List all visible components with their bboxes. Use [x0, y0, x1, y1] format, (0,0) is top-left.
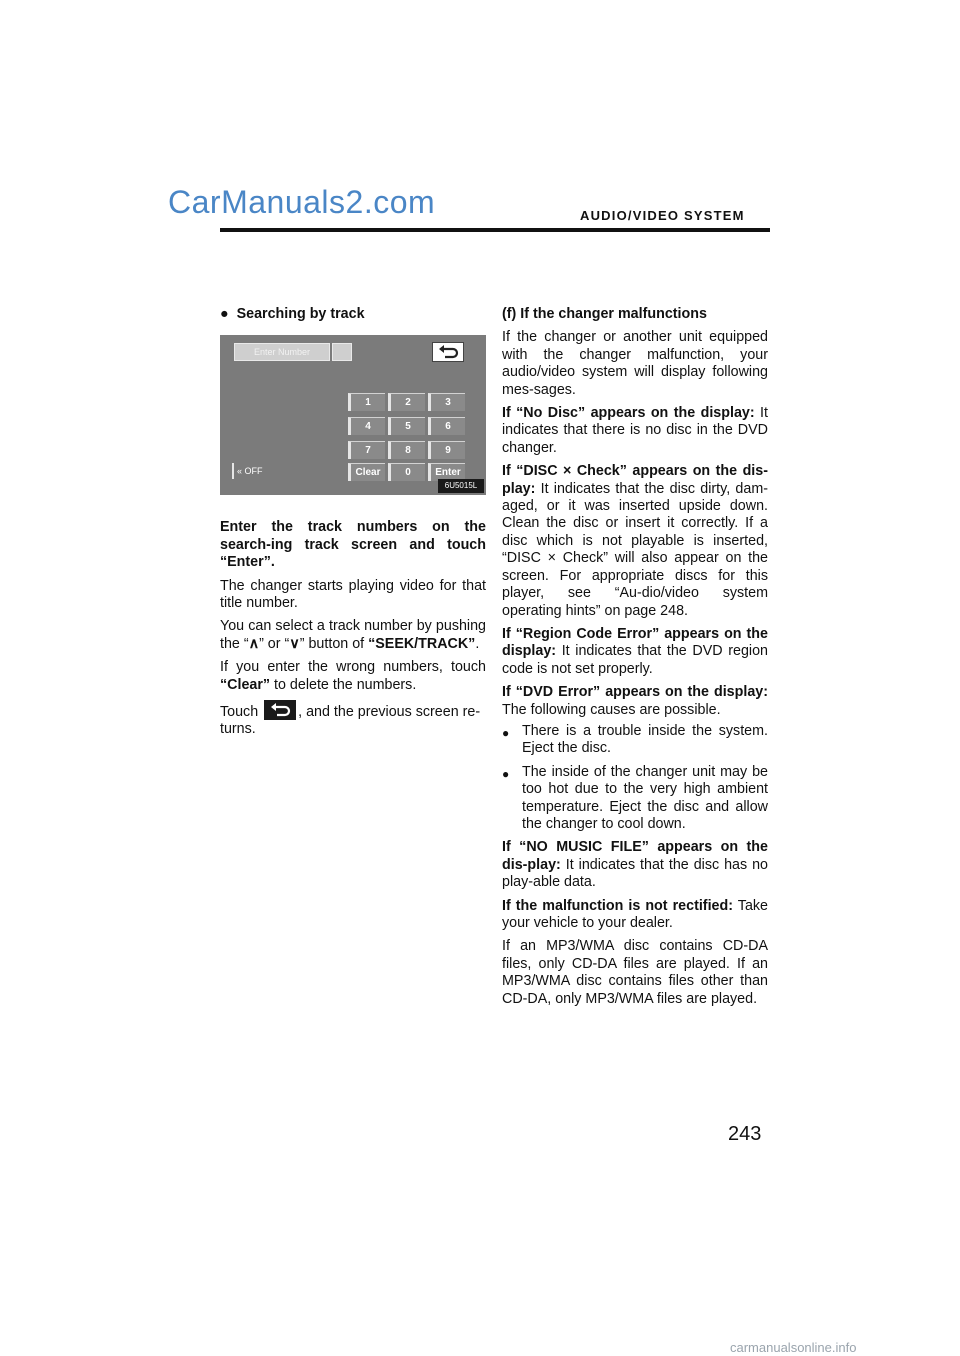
list-item: ● There is a trouble inside the system. Eject the disc. [502, 722, 768, 757]
key-2: 2 [388, 393, 425, 411]
back-button-icon [264, 700, 296, 720]
key-6: 6 [428, 417, 465, 435]
page-number: 243 [728, 1123, 762, 1145]
down-chevron-icon: ∨ [289, 635, 300, 652]
key-8: 8 [388, 441, 425, 459]
figure-code: 6U5015L [438, 479, 484, 493]
left-column [220, 306, 486, 745]
body-text: Touch , and the previous screen re-turns. [220, 700, 486, 739]
list-item: ● The inside of the changer unit may be too hot due to the very high ambient temperature. Eject the disc and allow the changer to cool down. [502, 763, 768, 832]
back-button [432, 342, 464, 362]
header-rule [220, 228, 770, 232]
body-text: If “NO MUSIC FILE” appears on the dis-play: It indicates that the disc has no play-able data. [502, 839, 768, 891]
track-search-screen [220, 335, 486, 495]
body-text: If you enter the wrong numbers, touch “Clear” to delete the numbers. [220, 659, 486, 693]
body-text: If the changer or another unit equipped with the changer malfunction, your audio/video system will display following mes-sages. [502, 329, 768, 398]
body-text: The changer starts playing video for that title number. [220, 577, 486, 612]
watermark-logo: CarManuals2.com [168, 184, 436, 220]
body-text: If “No Disc” appears on the display: It indicates that there is no disc in the DVD changer. [502, 405, 768, 456]
bullet-icon: ● [502, 725, 510, 740]
rewind-icon: « [237, 466, 243, 477]
section-title: AUDIO/VIDEO SYSTEM [580, 208, 745, 223]
key-0: 0 [388, 463, 425, 481]
key-4: 4 [348, 417, 385, 435]
return-arrow-icon [433, 343, 463, 361]
watermark-footer: carmanualsonline.info [730, 1340, 857, 1355]
key-7: 7 [348, 441, 385, 459]
off-button: « OFF [232, 463, 273, 479]
body-text: If “DVD Error” appears on the display: The following causes are possible. [502, 684, 768, 718]
bullet-icon: ● [220, 306, 229, 322]
key-3: 3 [428, 393, 465, 411]
section-heading: (f) If the changer malfunctions [502, 306, 707, 322]
bullet-heading: ● Searching by track [220, 306, 365, 322]
body-text: If an MP3/WMA disc contains CD-DA files, only CD-DA files are played. If an MP3/WMA disc contains files other than CD-DA, only MP3/WMA files are played. [502, 938, 768, 1007]
instruction-text: Enter the track numbers on the search-ing track screen and touch “Enter”. [220, 519, 486, 571]
key-clear: Clear [348, 463, 385, 481]
key-5: 5 [388, 417, 425, 435]
right-column [502, 306, 768, 1014]
bullet-icon: ● [502, 766, 510, 781]
up-chevron-icon: ∧ [248, 635, 260, 652]
body-text: You can select a track number by pushing the “∧” or “∨” button of “SEEK/TRACK”. [220, 618, 486, 652]
key-enter: Enter [428, 463, 465, 481]
key-9: 9 [428, 441, 465, 459]
entry-side-box [332, 343, 352, 361]
body-text: If “DISC × Check” appears on the dis-play: It indicates that the disc dirty, dam-aged, or it was inserted upside down. Clean the disc or insert it correctly. If a disc which is not playable is inserted, “DISC × Check” will also appear on the screen. For appropriate discs for this player, see “Au-dio/video system operating hints” on page 248. [502, 463, 768, 619]
enter-number-field: Enter Number [234, 343, 330, 361]
body-text: If “Region Code Error” appears on the display: It indicates that the DVD region code is not set properly. [502, 625, 768, 677]
body-text: If the malfunction is not rectified: Take your vehicle to your dealer. [502, 897, 768, 931]
key-1: 1 [348, 393, 385, 411]
